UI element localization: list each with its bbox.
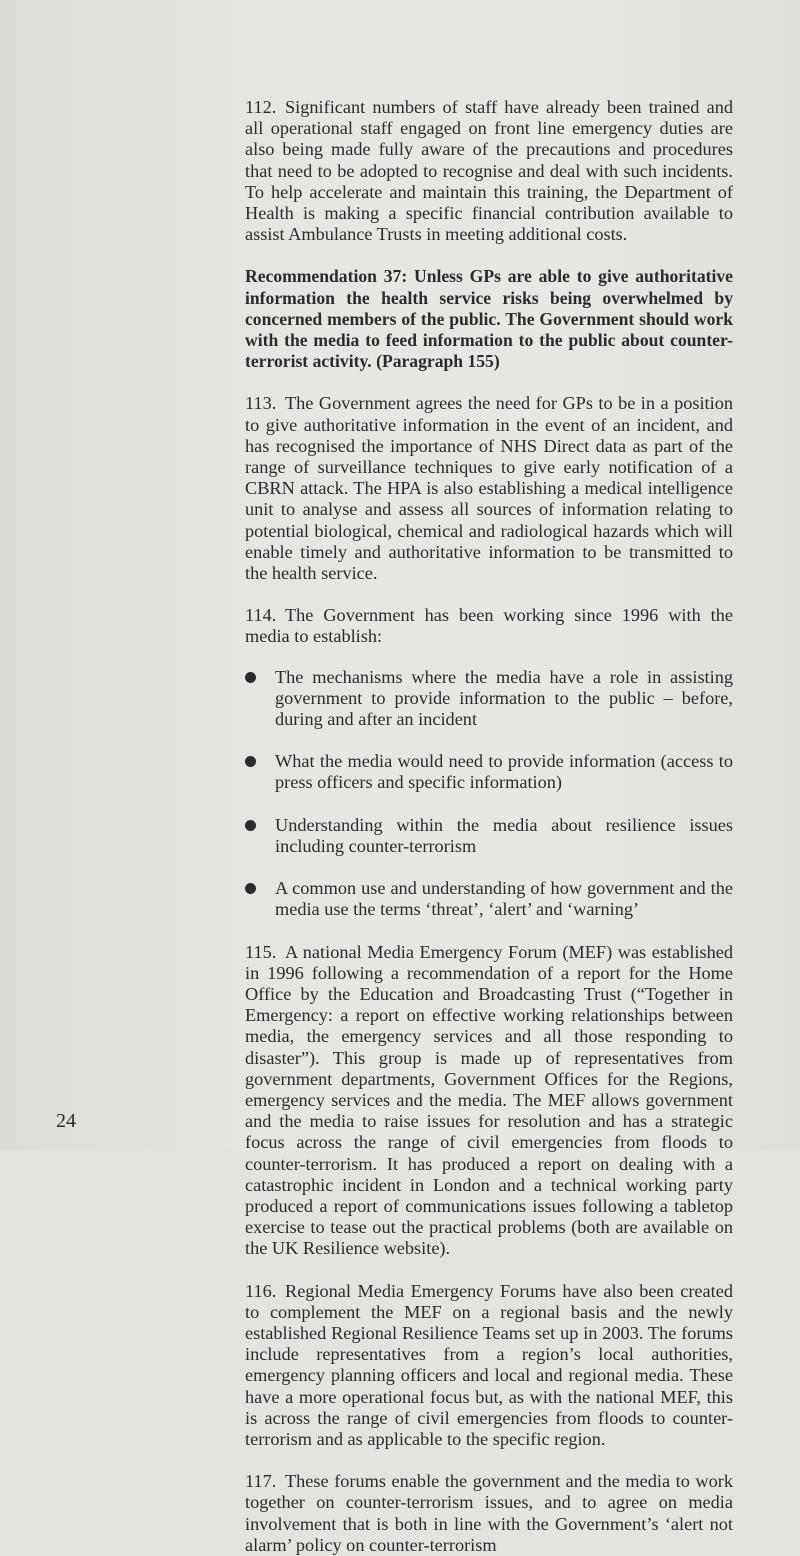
paragraph-text: The Government has been working since 1996 with the media to establish: — [245, 605, 733, 647]
paragraph-117 — [245, 1471, 733, 1556]
list-item-text: A common use and understanding of how government and the media use the terms ‘threat’, ‘alert’ and ‘warning’ — [275, 878, 733, 920]
paragraph-text: The Government agrees the need for GPs to be in a position to give authoritative information in the event of an incident, and has recognised the importance of NHS Direct data as part of the range of surveillance techniques to give early notification of a CBRN attack. The HPA is also establishing a medical intelligence unit to analyse and assess all sources of information relating to potential biological, chemical and radiological hazards which will enable timely and authoritative information to be transmitted to the health service. — [245, 393, 733, 584]
list-item-text: What the media would need to provide information (access to press officers and specific information) — [275, 751, 733, 793]
paragraph-number: 116. — [245, 1280, 277, 1301]
list-item — [245, 667, 733, 731]
paragraph-115 — [245, 942, 733, 1260]
paragraph-number: 112. — [245, 97, 277, 117]
list-item — [245, 815, 733, 857]
paragraph-number: 113. — [245, 393, 277, 414]
list-item — [245, 878, 733, 920]
paragraph-text: Significant numbers of staff have already been trained and all operational staff engaged on front line emergency duties are also being made fully aware of the precautions and procedures that need to be adopted to recognise and deal with such incidents. To help accelerate and maintain this training, the Department of Health is making a specific financial contribution available to assist Ambulance Trusts in meeting additional costs. — [245, 97, 733, 245]
paragraph-text: Regional Media Emergency Forums have also been created to complement the MEF on a regional basis and the newly established Regional Resilience Teams set up in 2003. The forums include representatives from a region’s local authorities, emergency planning officers and local and regional media. These have a more operational focus but, as with the national MEF, this is across the range of civil emergencies from floods to counter-terrorism and as applicable to the specific region. — [245, 1280, 733, 1449]
paragraph-text: These forums enable the government and the media to work together on counter-terrorism issues, and to agree on media involvement that is both in line with the Government’s ‘alert not alarm’ policy on counter-terrorism — [245, 1471, 733, 1555]
bullet-icon — [245, 883, 256, 894]
list-item — [245, 751, 733, 793]
page-body — [245, 97, 733, 1556]
paragraph-112 — [245, 97, 733, 245]
list-item-text: Understanding within the media about resilience issues including counter-terrorism — [275, 814, 733, 856]
paragraph-number: 117. — [245, 1471, 277, 1492]
paragraph-number: 115. — [245, 941, 277, 962]
list-item-text: The mechanisms where the media have a role in assisting government to provide information to the public – before, during and after an incident — [275, 666, 733, 730]
bullet-icon — [245, 820, 256, 831]
bullet-icon — [245, 672, 256, 683]
paragraph-113 — [245, 393, 733, 584]
bullet-icon — [245, 756, 256, 767]
bullet-list — [245, 667, 733, 921]
paragraph-text: A national Media Emergency Forum (MEF) was established in 1996 following a recommendation of a report for the Home Office by the Education and Broadcasting Trust (“Together in Emergency: a report on effective working relationships between media, the emergency services and all those responding to disaster”). This group is made up of representatives from government departments, Government Offices for the Regions, emergency services and the media. The MEF allows government and the media to raise issues for resolution and has a strategic focus across the range of civil emergencies from floods to counter-terrorism. It has produced a report on dealing with a catastrophic incident in London and a technical working party produced a report of communications issues following a tabletop exercise to tease out the practical problems (both are available on the UK Resilience website). — [245, 941, 733, 1259]
paragraph-number: 114. — [245, 605, 277, 626]
paragraph-116 — [245, 1281, 733, 1451]
paragraph-114 — [245, 605, 733, 647]
recommendation-37: Recommendation 37: Unless GPs are able to give authoritative information the health service risks being overwhelmed by concerned members of the public. The Government should work with the media to feed information to the public about counter-terrorist activity. (Paragraph 155) — [245, 266, 733, 372]
page-number: 24 — [56, 1110, 76, 1132]
